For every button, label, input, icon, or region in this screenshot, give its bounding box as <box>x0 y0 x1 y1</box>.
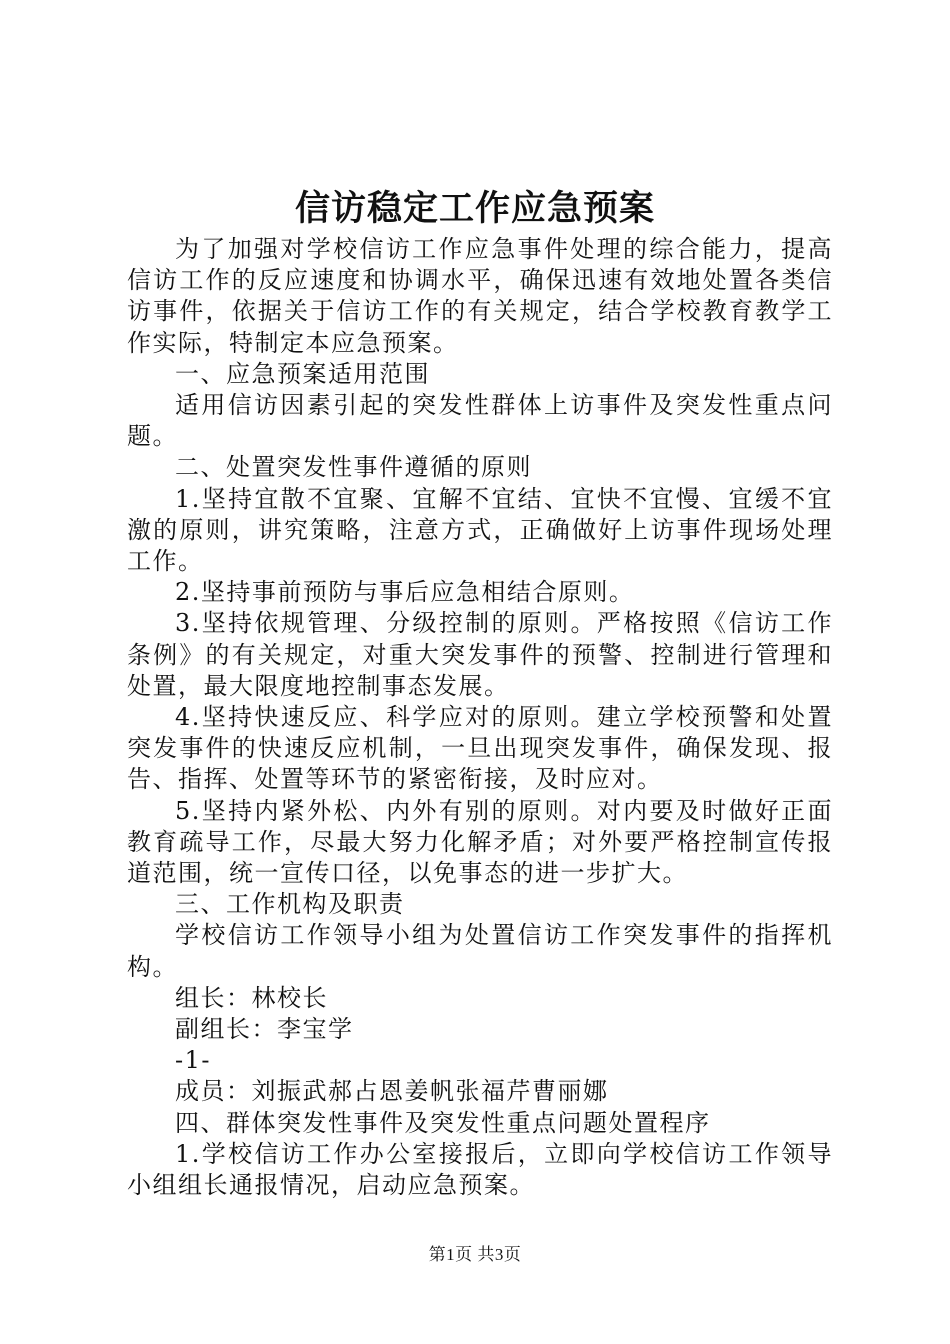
procedure-item-1: 1.学校信访工作办公室接报后，立即向学校信访工作领导小组组长通报情况，启动应急预案。 <box>127 1139 833 1200</box>
document-title: 信访稳定工作应急预案 <box>294 188 655 229</box>
principle-item-1: 1.坚持宜散不宜聚、宜解不宜结、宜快不宜慢、宜缓不宜激的原则，讲究策略，注意方式，正确做好上访事件现场处理工作。 <box>127 484 833 576</box>
team-members: 成员：刘振武郝占恩姜帆张福芹曹丽娜 <box>175 1077 609 1106</box>
team-leader: 组长：林校长 <box>175 983 328 1012</box>
section-heading-3: 三、工作机构及职责 <box>175 890 405 919</box>
team-deputy-leader: 副组长：李宝学 <box>175 1015 354 1044</box>
paragraph-intro: 为了加强对学校信访工作应急事件处理的综合能力，提高信访工作的反应速度和协调水平，确保迅速有效地处置各类信访事件，依据关于信访工作的有关规定，结合学校教育教学工作实际，特制定本应急预案。 <box>127 235 833 357</box>
section-heading-4: 四、群体突发性事件及突发性重点问题处置程序 <box>175 1108 711 1137</box>
section-heading-2: 二、处置突发性事件遵循的原则 <box>175 453 532 482</box>
principle-item-2: 2.坚持事前预防与事后应急相结合原则。 <box>175 578 635 607</box>
principle-item-4: 4.坚持快速反应、科学应对的原则。建立学校预警和处置突发事件的快速反应机制，一旦出现突发事件，确保发现、报告、指挥、处置等环节的紧密衔接，及时应对。 <box>127 703 833 794</box>
principle-item-3: 3.坚持依规管理、分级控制的原则。严格按照《信访工作条例》的有关规定，对重大突发事件的预警、控制进行管理和处置，最大限度地控制事态发展。 <box>127 609 833 700</box>
paragraph-scope: 适用信访因素引起的突发性群体上访事件及突发性重点问题。 <box>127 391 833 451</box>
inline-page-marker: -1- <box>175 1046 211 1075</box>
document-body <box>127 234 833 1201</box>
principle-item-5: 5.坚持内紧外松、内外有别的原则。对内要及时做好正面教育疏导工作，尽最大努力化解矛盾；对外要严格控制宣传报道范围，统一宣传口径，以免事态的进一步扩大。 <box>127 796 833 888</box>
section-heading-1: 一、应急预案适用范围 <box>175 359 430 388</box>
page-footer: 第1页 共3页 <box>428 1245 522 1264</box>
paragraph-organization: 学校信访工作领导小组为处置信访工作突发事件的指挥机构。 <box>127 921 833 981</box>
